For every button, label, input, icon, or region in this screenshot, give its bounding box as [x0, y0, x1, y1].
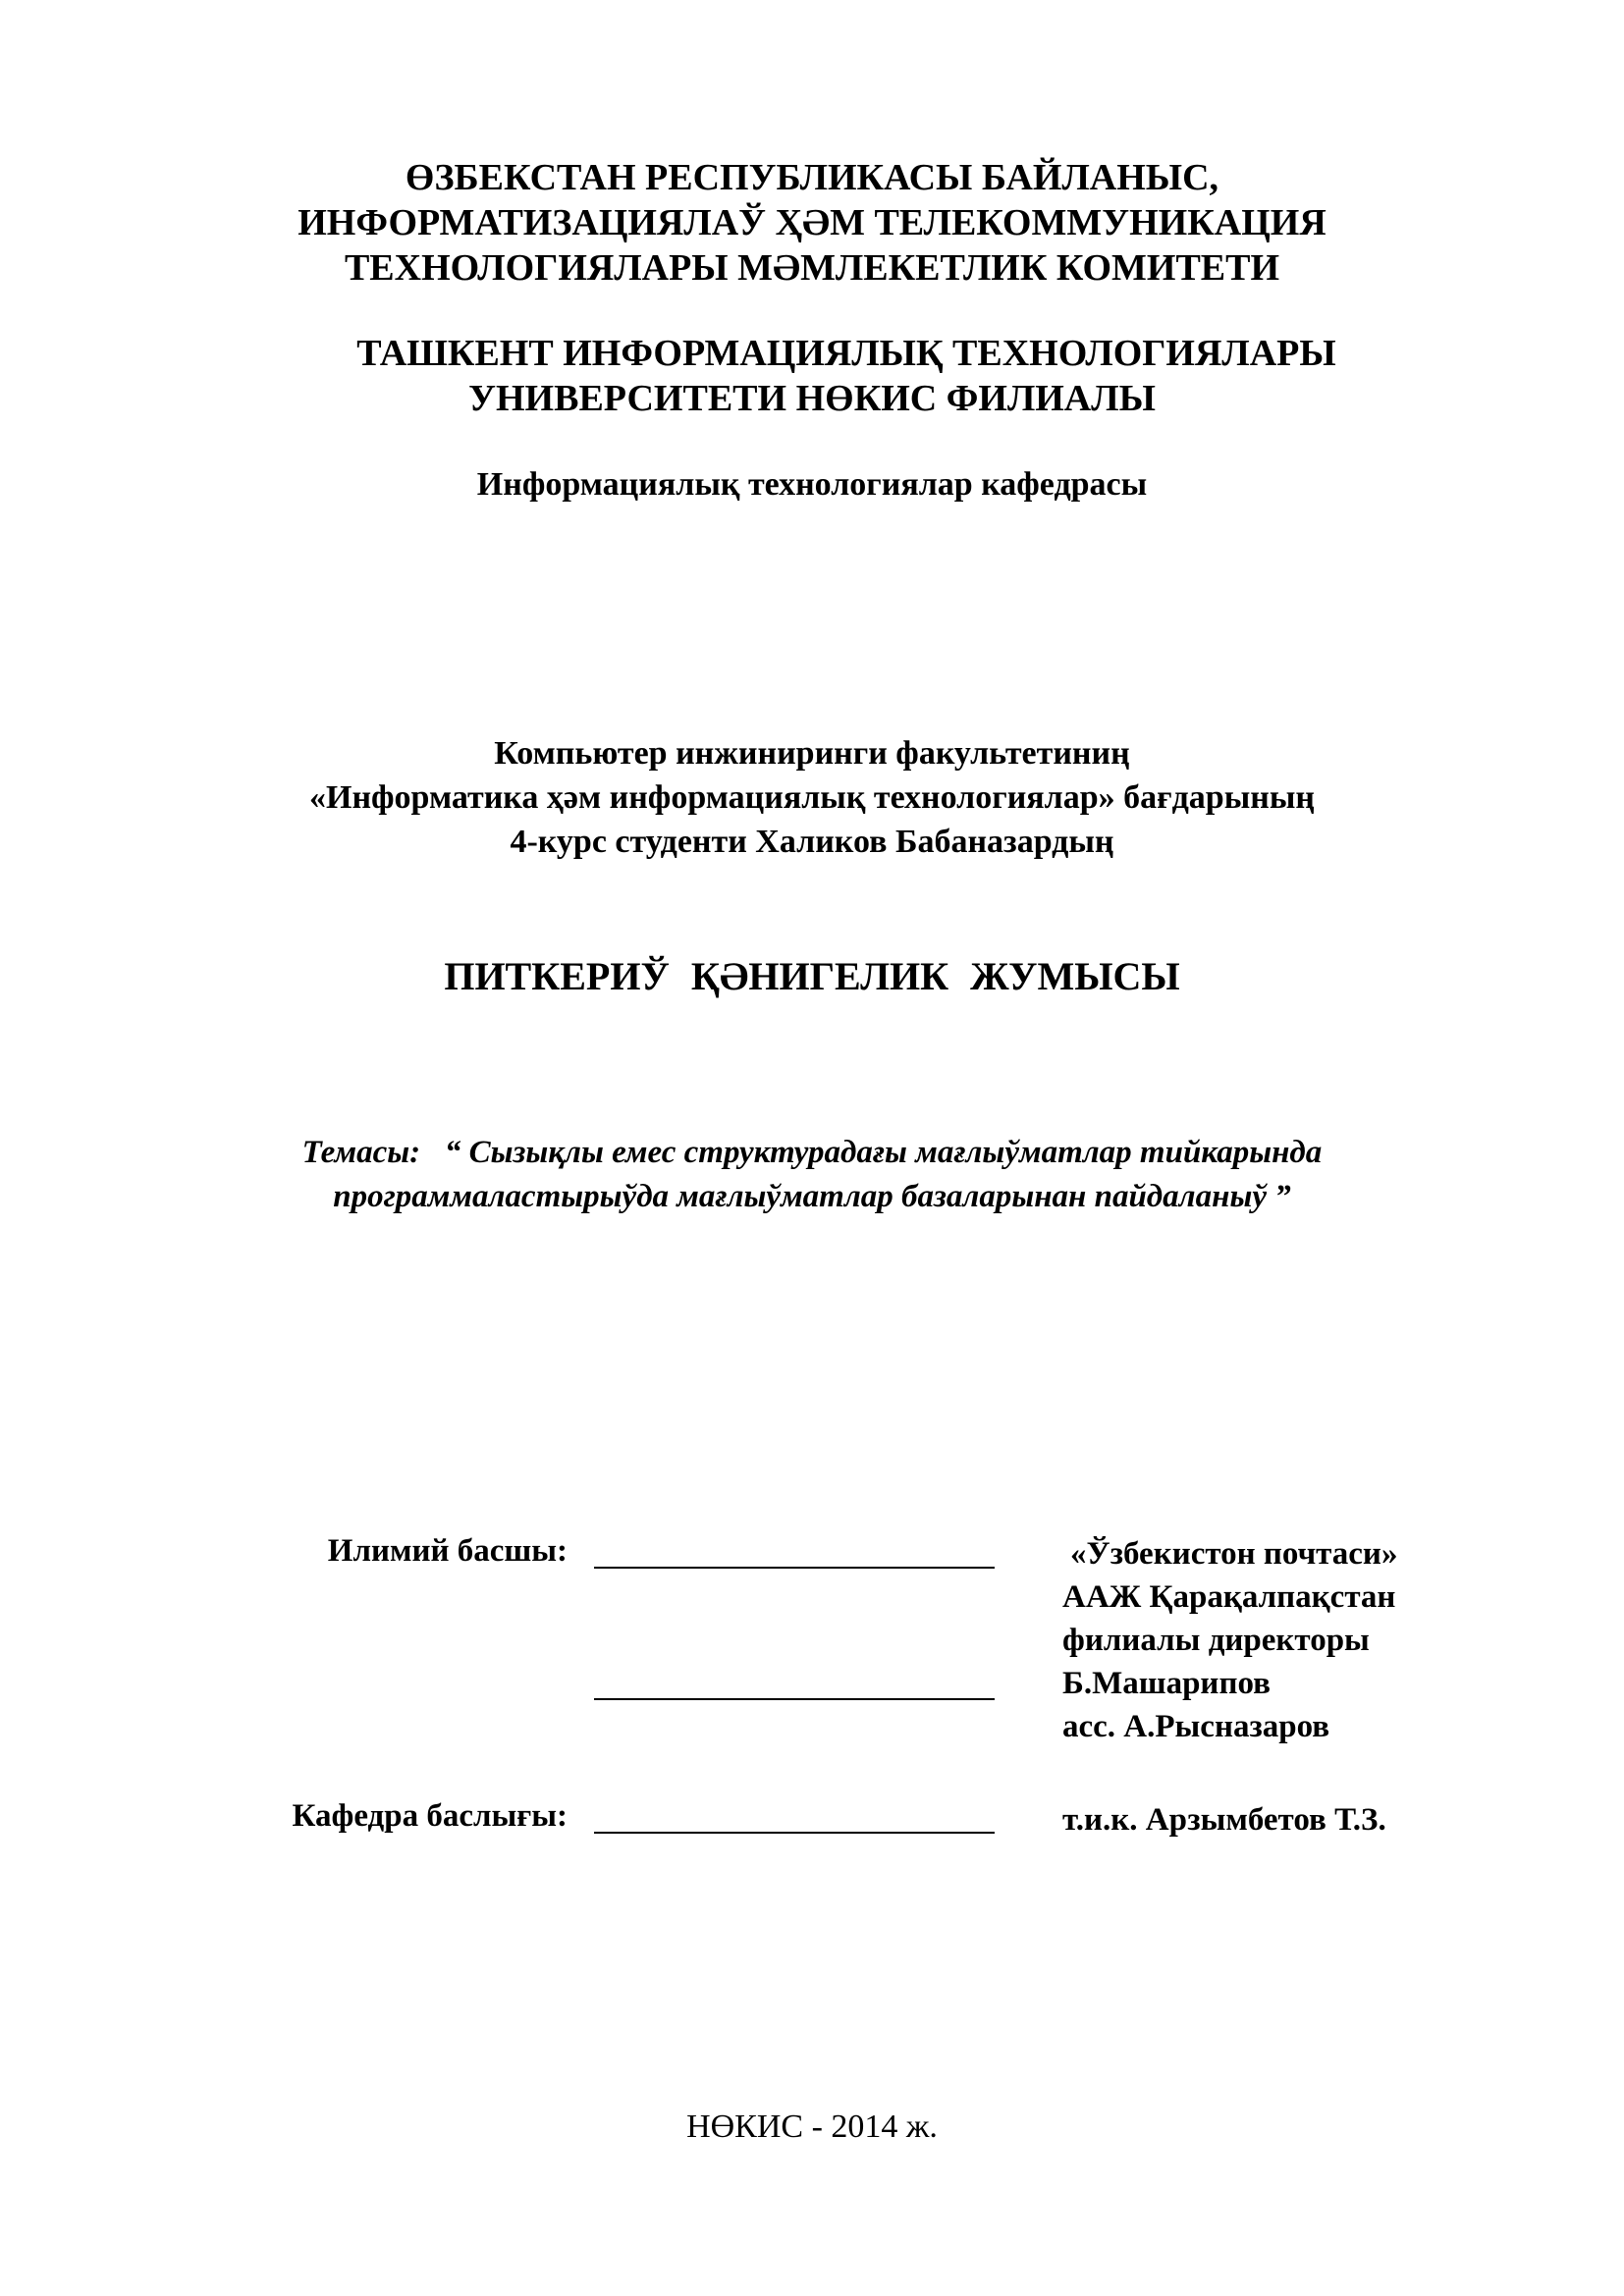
- university-line-2: УНИВЕРСИТЕТИ НӨКИС ФИЛИАЛЫ: [468, 378, 1156, 419]
- topic: [0, 1131, 1624, 1219]
- consultant-line-4: Б.Машарипов: [1062, 1666, 1271, 1701]
- consultant-signature-line: [594, 1698, 995, 1700]
- consultant-line-3: филиалы директоры: [1062, 1623, 1370, 1658]
- department-name: Информациялық технологиялар кафедрасы: [476, 466, 1148, 503]
- consultant-line-1: «Ўзбекистон почтаси»: [1070, 1536, 1398, 1572]
- university-line-1: ТАШКЕНТ ИНФОРМАЦИЯЛЫҚ ТЕХНОЛОГИЯЛАРЫ: [356, 333, 1336, 374]
- ministry-line-1: ӨЗБЕКСТАН РЕСПУБЛИКАСЫ БАЙЛАНЫС,: [405, 157, 1219, 198]
- head-of-department-name: т.и.к. Арзымбетов Т.З.: [1062, 1802, 1386, 1838]
- topic-line-1: Темасы: “ Сызықлы емес структурадағы мағлыўматлар тийкарында: [301, 1135, 1323, 1170]
- ministry-line-2: ИНФОРМАТИЗАЦИЯЛАЎ ҲӘМ ТЕЛЕКОММУНИКАЦИЯ: [298, 202, 1326, 243]
- topic-line-2: программаластырыўда мағлыўматлар базаларынан пайдаланыў ”: [333, 1179, 1291, 1214]
- consultant-line-2: ААЖ Қарақалпақстан: [1062, 1579, 1396, 1615]
- head-of-department-label: Кафедра баслығы:: [292, 1798, 568, 1834]
- ministry-header: [0, 155, 1624, 291]
- city-year-footer: НӨКИС - 2014 ж.: [686, 2109, 938, 2145]
- consultant-line-5: асс. А.Рысназаров: [1062, 1709, 1330, 1744]
- work-title: ПИТКЕРИЎ ҚӘНИГЕЛИК ЖУМЫСЫ: [444, 954, 1180, 998]
- ministry-line-3: ТЕХНОЛОГИЯЛАРЫ МӘМЛЕКЕТЛИК КОМИТЕТИ: [344, 247, 1280, 289]
- supervisor-signature-line: [594, 1567, 995, 1569]
- student-info: [0, 731, 1624, 864]
- university-header: [0, 331, 1624, 421]
- student-info-line-3: 4-курс студенти Халиков Бабаназардың: [510, 824, 1114, 860]
- head-signature-line: [594, 1832, 995, 1834]
- student-info-line-2: «Информатика ҳәм информациялық технологиялар» бағдарының: [309, 779, 1315, 816]
- supervisor-label: Илимий басшы:: [327, 1533, 568, 1569]
- student-info-line-1: Компьютер инжиниринги факультетиниң: [494, 735, 1130, 772]
